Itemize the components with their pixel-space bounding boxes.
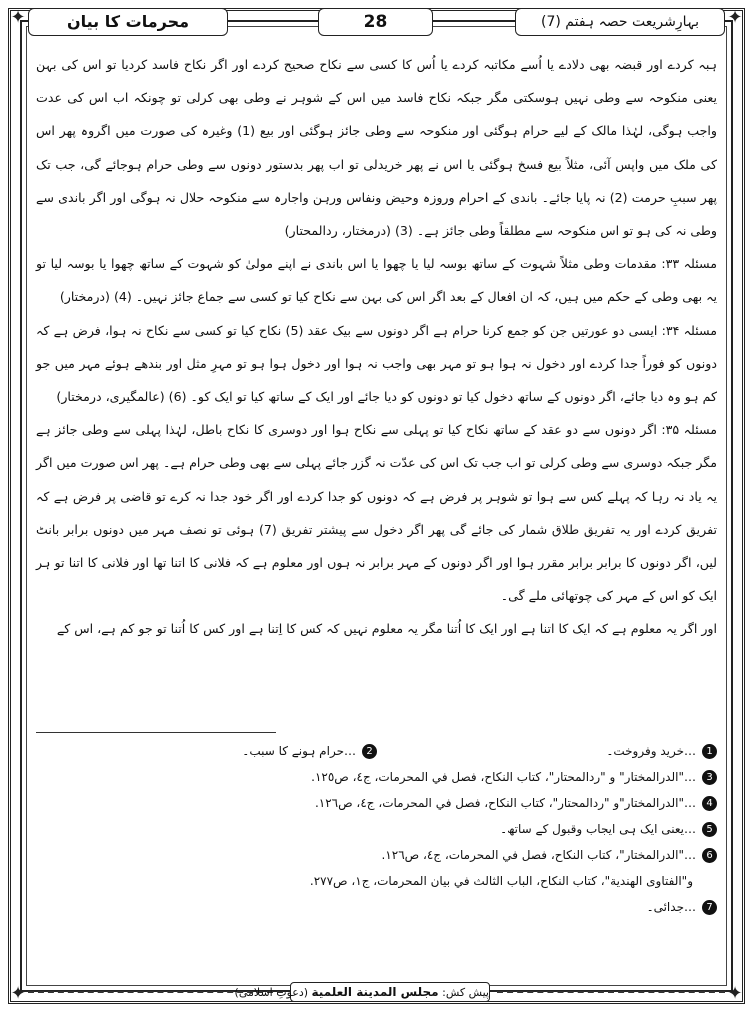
page-header	[28, 8, 725, 38]
footnote-number: 1	[702, 744, 717, 759]
footnote-number: 2	[362, 744, 377, 759]
footnote-text: …"الدرالمختار" و "ردالمحتار"، كتاب النكاح، فصل في المحرمات، ج٤، ص١٢٥.	[311, 770, 696, 784]
chapter-title: محرمات کا بیان	[28, 8, 228, 36]
footnote-text: …"الدرالمختار"، كتاب النكاح، فصل في المحرمات، ج٤، ص١٢٦.	[381, 848, 696, 862]
corner-ornament-icon: ✦	[727, 7, 743, 28]
footnote-text: …حرام ہونے کا سبب۔	[242, 744, 356, 758]
body-paragraph: ہبہ کردے اور قبضہ بھی دلادے یا اُسے مکاتبہ کردے یا اُس کا کسی سے نکاح صحیح کردے اور اگر نکاح فاسد کردیا تو اس کی بہن یعنی منکوحہ سے وطی نہیں ہوسکتی مگر جبکہ نکاح فاسد میں اس کے شوہر نے وطی بھی کرلی تو چونکہ اب اس کی عدت واجب ہوگی، لہٰذا مالک کے لیے حرام ہوگئی اور منکوحہ سے وطی جائز ہوگئی اور بیع (1) وغیرہ کی صورت میں اگروہ پھر اس کی ملک میں واپس آئی، مثلاً بیع فسخ ہوگئی یا اس نے پھر خریدلی تو اب پھر بدستور دونوں سے وطی حرام ہوجائے گی، جب تک پھر سببِ حرمت (2) نہ پایا جائے۔ باندی کے احرام وروزہ وحیض ونفاس ورہن واجارہ سے منکوحہ حلال نہ ہوگی اور اگر باندی سے وطی نہ کی ہو تو اس منکوحہ سے مطلقاً وطی جائز ہے۔ (3) (درمختار، ردالمحتار)	[36, 57, 718, 239]
footnote-1	[377, 738, 717, 764]
corner-ornament-icon: ✦	[727, 983, 743, 1004]
book-title: بہارِشریعت حصہ ہفتم (7)	[515, 8, 725, 36]
body-paragraph: اور اگر یہ معلوم ہے کہ ایک کا اتنا ہے اور ایک کا اُتنا مگر یہ معلوم نہیں کہ کس کا اِتنا ہے اور کس کا اُتنا تو جو کم ہے، اس کے	[56, 621, 717, 637]
footnote-text: …"الدرالمختار"و "ردالمحتار"، كتاب النكاح، فصل في المحرمات، ج٤، ص١٢٦.	[314, 796, 696, 810]
footnote-4	[36, 790, 717, 816]
footnote-text: …جدائی۔	[646, 900, 696, 914]
publisher-box	[234, 982, 490, 1002]
footnote-text: و"الفتاوى الهندية"، كتاب النكاح، الباب الثالث في بيان المحرمات، ج١، ص٢٧٧.	[309, 874, 693, 888]
footnote-number: 7	[702, 900, 717, 915]
footer-rule	[497, 991, 725, 993]
page-footer	[28, 982, 725, 1004]
footnote-3	[36, 764, 717, 790]
footnote-7	[36, 894, 717, 920]
footnote-6-continued	[36, 868, 717, 894]
corner-ornament-icon: ✦	[10, 7, 26, 28]
footnotes	[36, 738, 717, 920]
footnote-number: 3	[702, 770, 717, 785]
footnote-row	[36, 738, 717, 764]
publisher-name: مجلس المدينة العلمية	[311, 985, 439, 999]
masala-34: مسئلہ ۳۴: ایسی دو عورتیں جن کو جمع کرنا حرام ہے اگر دونوں سے بیک عقد (5) نکاح کیا تو کسی سے نکاح نہ ہوا، فرض ہے کہ دونوں کو فوراً جدا کردے اور دخول نہ ہوا ہو تو مہر بھی واجب نہ ہوا اور دخول ہوا ہو تو مہرِ مثل اور بندھے ہوئے مہر میں جو کم ہو وہ دیا جائے، اگر دونوں کے ساتھ دخول کیا تو دونوں کو دیا جائے اور ایک کے ساتھ کیا تو ایک کو۔ (6) (عالمگیری، درمختار)	[36, 322, 717, 405]
masala-33: مسئلہ ۳۳: مقدمات وطی مثلاً شہوت کے ساتھ بوسہ لیا یا چھوا یا اس باندی نے اپنے مولیٰ کو شہوت کے ساتھ چھوا یا بوسہ لیا تو یہ بھی وطی کے حکم میں ہیں، کہ ان افعال کے بعد اگر اس کی بہن سے نکاح کیا تو کسی سے جماع جائز نہیں۔ (4) (درمختار)	[36, 256, 718, 305]
page-number: 28	[318, 8, 433, 36]
footnote-2	[37, 738, 377, 764]
masala-35: مسئلہ ۳۵: اگر دونوں سے دو عقد کے ساتھ نکاح کیا تو پہلی سے نکاح ہوا اور دوسری کا نکاح باطل، لہٰذا پہلی سے وطی جائز ہے مگر جبکہ دوسری سے وطی کرلی تو اب جب تک اس کی عدّت نہ گزر جائے پہلی سے بھی وطی حرام ہے۔ پھر اس صورت میں اگر یہ یاد نہ رہا کہ پہلے کس سے ہوا تو شوہر پر فرض ہے کہ دونوں کو جدا کردے اور اگر خود جدا نہ کرے تو قاضی پر فرض ہے کہ تفریق کردے اور یہ تفریق طلاق شمار کی جائے گی پھر اگر دخول سے پیشتر تفریق (7) ہوئی تو نصف مہر میں دونوں برابر بانٹ لیں، اگر دونوں کا برابر برابر مقرر ہوا اور اگر دونوں کے مہر برابر نہ ہوں اور معلوم ہے کہ فلانی کا اتنا تھا اور فلانی کا اتنا تو ہر ایک کو اس کے مہر کی چوتھائی ملے گی۔	[36, 422, 717, 604]
footnote-5	[36, 816, 717, 842]
footnote-text: …یعنی ایک ہی ایجاب وقبول کے ساتھ۔	[500, 822, 696, 836]
page-body	[36, 48, 717, 646]
footnote-number: 4	[702, 796, 717, 811]
footnote-text: …خرید وفروخت۔	[606, 744, 696, 758]
footnote-number: 5	[702, 822, 717, 837]
corner-ornament-icon: ✦	[10, 983, 26, 1004]
organization-name: (دعوتِ اسلامی)	[234, 986, 309, 999]
presenter-label: پیش کش:	[442, 986, 489, 999]
footnote-divider	[36, 732, 276, 733]
footnote-number: 6	[702, 848, 717, 863]
footnote-6	[36, 842, 717, 868]
